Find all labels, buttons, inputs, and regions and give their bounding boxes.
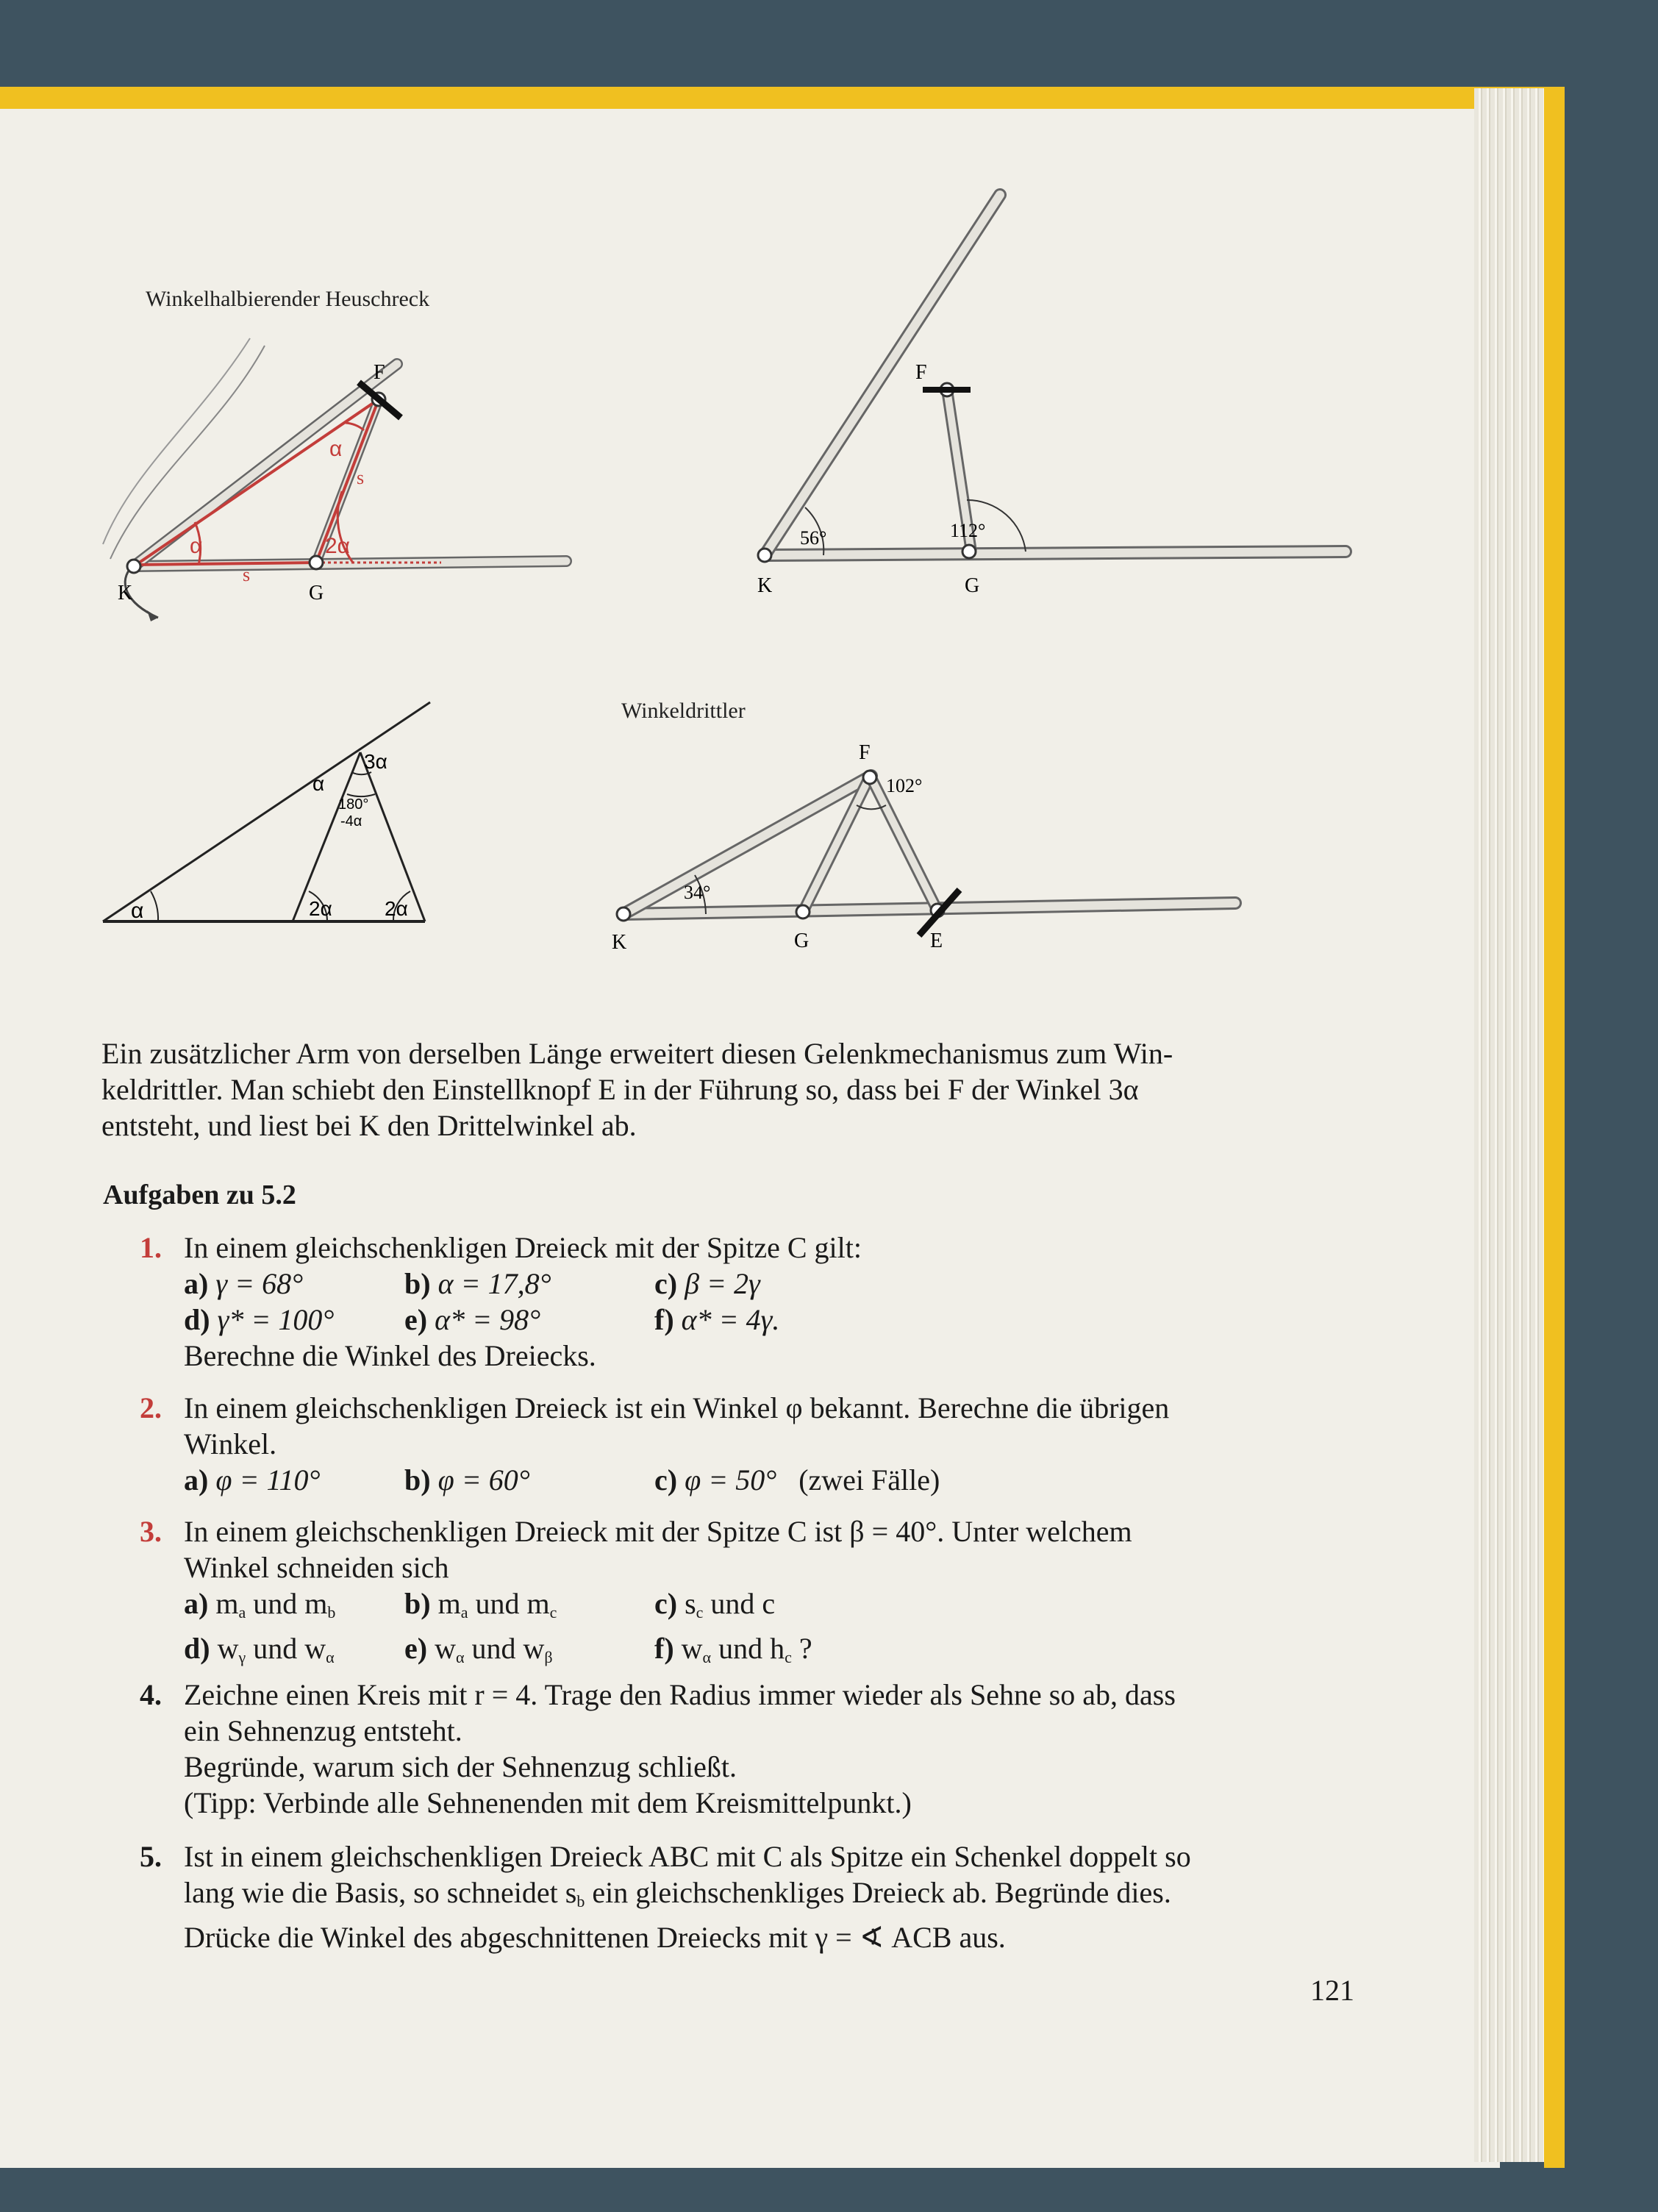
- task-text: ein Sehnenzug entsteht.: [184, 1714, 462, 1747]
- fig2-label-56: 56°: [800, 527, 827, 549]
- option-letter: b): [404, 1267, 431, 1300]
- task-text: Berechne die Winkel des Dreiecks.: [184, 1339, 596, 1372]
- fig3-label-alpha: α: [131, 899, 144, 923]
- section-heading: Aufgaben zu 5.2: [103, 1180, 296, 1210]
- option-value: und w: [246, 1632, 326, 1665]
- task-number: 3.: [140, 1515, 162, 1548]
- task-text: ein gleichschenkliges Dreieck ab. Begründe dies.: [585, 1876, 1171, 1909]
- fig1-label-F: F: [374, 361, 385, 384]
- option-sub: c: [696, 1603, 704, 1621]
- option-sub: α: [326, 1648, 335, 1666]
- task-5: [140, 1838, 1375, 1955]
- option-letter: c): [654, 1267, 678, 1300]
- task-sub: b: [576, 1892, 585, 1910]
- option-value: und m: [468, 1587, 550, 1620]
- book-cover-right: [1544, 87, 1565, 2168]
- task-text: Drücke die Winkel des abgeschnittenen Dreiecks mit γ = ∢ ACB aus.: [184, 1921, 1006, 1954]
- option-value: m: [437, 1587, 461, 1620]
- fig2-label-F: F: [915, 361, 927, 384]
- option-value: γ* = 100°: [217, 1303, 335, 1336]
- task-3: [140, 1513, 1375, 1675]
- option-value: φ = 60°: [437, 1463, 530, 1496]
- task-text: In einem gleichschenkligen Dreieck mit der Spitze C gilt:: [184, 1231, 862, 1264]
- option-sub: β: [544, 1648, 553, 1666]
- task-4: [140, 1677, 1375, 1821]
- figure-1-title: Winkelhalbierender Heuschreck: [146, 287, 430, 311]
- fig1-label-alpha-F: α: [329, 437, 343, 461]
- task-text: In einem gleichschenkligen Dreieck ist ein Winkel φ bekannt. Berechne die übrigen: [184, 1391, 1170, 1424]
- option-letter: f): [654, 1632, 674, 1665]
- option-letter: a): [184, 1267, 209, 1300]
- figure-2-diagram: [735, 176, 1353, 603]
- option-value: w: [681, 1632, 703, 1665]
- task-text: lang wie die Basis, so schneidet s: [184, 1876, 577, 1909]
- fig3-label-alpha-top: α: [312, 772, 325, 795]
- fig2-label-112: 112°: [950, 520, 986, 541]
- option-value: s: [685, 1587, 696, 1620]
- option-value: φ = 50°: [685, 1463, 777, 1496]
- option-sub: γ: [238, 1648, 246, 1666]
- task-text: Ist in einem gleichschenkligen Dreieck ABC mit C als Spitze ein Schenkel doppelt so: [184, 1840, 1191, 1873]
- task-1: [140, 1230, 1375, 1374]
- option-value: und h: [711, 1632, 785, 1665]
- option-value: γ = 68°: [215, 1267, 304, 1300]
- option-letter: e): [404, 1303, 428, 1336]
- page-stack-edge: [1474, 88, 1544, 2162]
- fig3-label-3alpha: 3α: [364, 750, 387, 773]
- intro-line: keldrittler. Man schiebt den Einstellknopf E in der Führung so, dass bei F der Winkel 3α: [101, 1073, 1139, 1106]
- option-value: und w: [464, 1632, 545, 1665]
- fig3-label-180: 180°: [338, 796, 369, 813]
- option-value: ?: [791, 1632, 812, 1665]
- task-number: 1.: [140, 1231, 162, 1264]
- option-sub: a: [460, 1603, 468, 1621]
- option-value: β = 2γ: [685, 1267, 760, 1300]
- option-letter: c): [654, 1463, 678, 1496]
- task-text: Begründe, warum sich der Sehnenzug schließt.: [184, 1750, 737, 1783]
- option-letter: c): [654, 1587, 678, 1620]
- option-value: φ = 110°: [215, 1463, 321, 1496]
- option-letter: a): [184, 1463, 209, 1496]
- fig1-label-G: G: [309, 582, 324, 604]
- figure-1-diagram: [88, 324, 588, 640]
- figure-4-diagram: [596, 706, 1257, 956]
- option-letter: a): [184, 1587, 209, 1620]
- fig2-label-K: K: [757, 574, 773, 597]
- fig2-label-G: G: [965, 574, 980, 597]
- intro-paragraph: [101, 1035, 1366, 1144]
- fig4-label-34: 34°: [684, 882, 711, 903]
- fig3-label-minus4alpha: -4α: [340, 813, 362, 830]
- figure-4-title: Winkeldrittler: [621, 699, 746, 723]
- option-letter: f): [654, 1303, 674, 1336]
- option-letter: d): [184, 1303, 210, 1336]
- fig4-label-102: 102°: [886, 775, 923, 796]
- option-sub: α: [702, 1648, 712, 1666]
- option-value: w: [217, 1632, 239, 1665]
- option-sub: b: [327, 1603, 336, 1621]
- task-text: (Tipp: Verbinde alle Sehnenenden mit dem Kreismittelpunkt.): [184, 1786, 912, 1819]
- option-letter: b): [404, 1587, 431, 1620]
- task-text: Winkel schneiden sich: [184, 1551, 449, 1584]
- fig1-label-s-base: s: [243, 564, 251, 585]
- option-sub: a: [238, 1603, 246, 1621]
- intro-line: Ein zusätzlicher Arm von derselben Länge erweitert diesen Gelenkmechanismus zum Win-: [101, 1037, 1173, 1070]
- fig3-label-2alpha-left: 2α: [309, 897, 332, 920]
- task-2: [140, 1390, 1375, 1498]
- fig4-label-K: K: [612, 931, 627, 954]
- fig1-label-K: K: [118, 582, 133, 604]
- task-text: Zeichne einen Kreis mit r = 4. Trage den Radius immer wieder als Sehne so ab, dass: [184, 1678, 1176, 1711]
- option-value: α* = 4γ.: [681, 1303, 780, 1336]
- fig4-label-G: G: [794, 930, 810, 952]
- option-value: m: [215, 1587, 239, 1620]
- book-cover-top: [0, 87, 1559, 109]
- option-sub: c: [785, 1648, 792, 1666]
- intro-line: entsteht, und liest bei K den Drittelwinkel ab.: [101, 1109, 637, 1142]
- fig1-label-2alpha: 2α: [325, 534, 351, 558]
- option-letter: d): [184, 1632, 210, 1665]
- option-value: und c: [703, 1587, 776, 1620]
- fig1-label-s-side: s: [357, 467, 365, 488]
- option-sub: α: [455, 1648, 465, 1666]
- fig1-label-alpha-K: α: [190, 534, 203, 558]
- option-letter: b): [404, 1463, 431, 1496]
- page-number: 121: [1310, 1974, 1354, 2007]
- option-value: w: [435, 1632, 456, 1665]
- option-value: α* = 98°: [435, 1303, 541, 1336]
- figure-3-diagram: [96, 699, 463, 934]
- task-number: 4.: [140, 1678, 162, 1711]
- option-letter: e): [404, 1632, 428, 1665]
- option-value: und m: [246, 1587, 328, 1620]
- fig4-label-E: E: [930, 930, 943, 952]
- task-text: In einem gleichschenkligen Dreieck mit der Spitze C ist β = 40°. Unter welchem: [184, 1515, 1132, 1548]
- option-value: α = 17,8°: [437, 1267, 551, 1300]
- fig3-label-2alpha-right: 2α: [385, 897, 408, 920]
- task-number: 2.: [140, 1391, 162, 1424]
- option-note: (zwei Fälle): [798, 1463, 940, 1496]
- option-sub: c: [549, 1603, 557, 1621]
- task-text: Winkel.: [184, 1427, 277, 1460]
- fig4-label-F: F: [859, 741, 871, 764]
- task-number: 5.: [140, 1840, 162, 1873]
